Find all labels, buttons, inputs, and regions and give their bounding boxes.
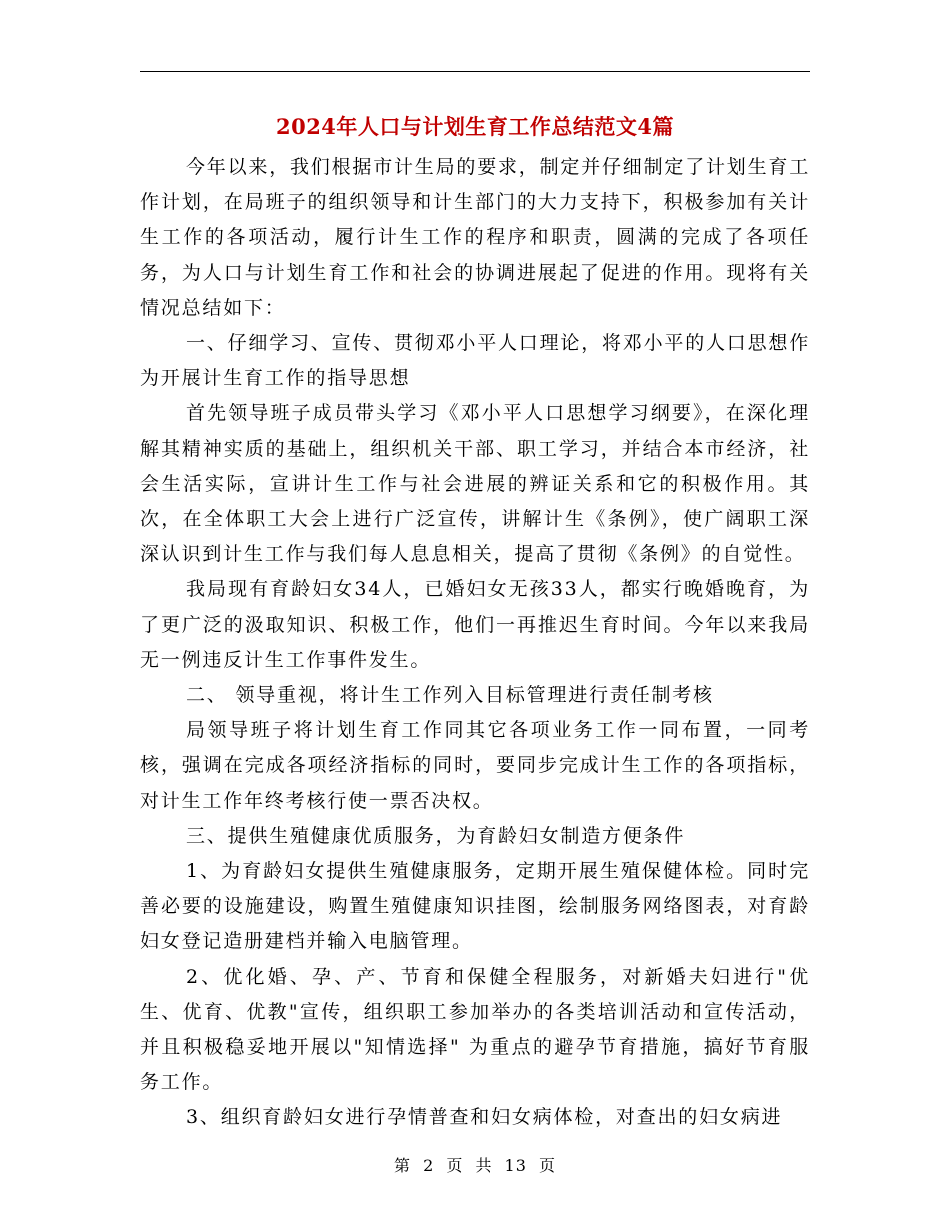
paragraph-statistics: 我局现有育龄妇女34人，已婚妇女无孩33人，都实行晚婚晚育，为了更广泛的汲取知识、积极工作，他们一再推迟生育时间。今年以来我局无一例违反计生工作事件发生。: [140, 578, 810, 671]
section-heading-2: 二、 领导重视，将计生工作列入目标管理进行责任制考核: [186, 684, 714, 707]
section-heading-3: 三、提供生殖健康优质服务，为育龄妇女制造方便条件: [186, 824, 686, 847]
list-item-3: 3、组织育龄妇女进行孕情普查和妇女病体检，对查出的妇女病进: [186, 1106, 783, 1129]
document-title: 2024年人口与计划生育工作总结范文4篇: [275, 114, 675, 139]
paragraph-study: 首先领导班子成员带头学习《邓小平人口思想学习纲要》，在深化理解其精神实质的基础上，组织机关干部、职工学习，并结合本市经济，社会生活实际，宣讲计生工作与社会进展的辨证关系和它的积极作用。其次，在全体职工大会上进行广泛宣传，讲解计生《条例》，使广阔职工深深认识到计生工作与我们每人息息相关，提高了贯彻《条例》的自觉性。: [140, 402, 810, 566]
list-item-2: 2、优化婚、孕、产、节育和保健全程服务，对新婚夫妇进行"优生、优育、优教"宣传，组织职工参加举办的各类培训活动和宣传活动，并且积极稳妥地开展以"知情选择" 为重点的避孕节育措施，搞好节育服务工作。: [140, 965, 810, 1094]
document-body: [140, 150, 810, 1136]
header-rule: [140, 71, 810, 72]
section-heading-1: 一、仔细学习、宣传、贯彻邓小平人口理论，将邓小平的人口思想作为开展计生育工作的指导思想: [140, 332, 811, 390]
page-number: 第 2 页 共 13 页: [394, 1156, 556, 1175]
paragraph-intro: 今年以来，我们根据市计生局的要求，制定并仔细制定了计划生育工作计划，在局班子的组织领导和计生部门的大力支持下，积极参加有关计生工作的各项活动，履行计生工作的程序和职责，圆满的完成了各项任务，为人口与计划生育工作和社会的协调进展起了促进的作用。现将有关情况总结如下：: [140, 156, 811, 319]
paragraph-leadership: 局领导班子将计划生育工作同其它各项业务工作一同布置，一同考核，强调在完成各项经济指标的同时，要同步完成计生工作的各项指标，对计生工作年终考核行使一票否决权。: [140, 719, 810, 812]
list-item-1: 1、为育龄妇女提供生殖健康服务，定期开展生殖保健体检。同时完善必要的设施建设，购置生殖健康知识挂图，绘制服务网络图表，对育龄妇女登记造册建档并输入电脑管理。: [140, 860, 810, 953]
